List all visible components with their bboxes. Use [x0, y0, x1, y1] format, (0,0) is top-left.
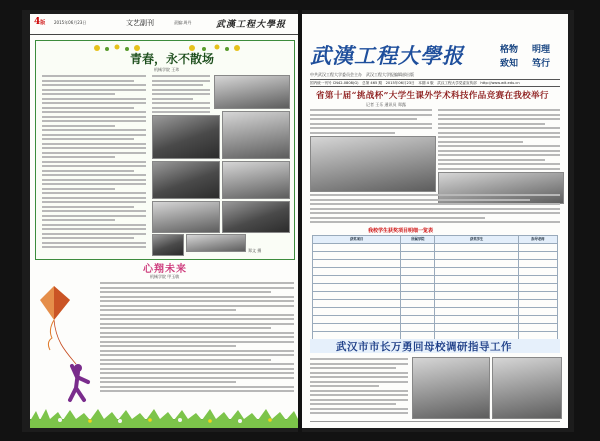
- photo-graduates-5: [222, 161, 290, 199]
- table-row: [313, 324, 558, 332]
- table-cell: [518, 300, 557, 308]
- awards-table-title: 我校学生获奖项目明细一览表: [368, 228, 434, 234]
- masthead: 武漢工程大學报: [310, 43, 464, 68]
- table-row: [313, 316, 558, 324]
- table-cell: [401, 244, 435, 252]
- photo-mayor-1: [412, 357, 490, 419]
- kite-child-illustration: [32, 282, 98, 410]
- table-row: [313, 260, 558, 268]
- table-row: [313, 252, 558, 260]
- headline-mayor-visit: 武汉市市长万勇回母校调研指导工作: [336, 341, 512, 353]
- table-cell: [313, 268, 401, 276]
- section-name: 文艺副刊: [126, 19, 154, 27]
- table-row: [313, 276, 558, 284]
- table-cell: [518, 276, 557, 284]
- editor-credit: 责编:周丹: [174, 20, 192, 25]
- table-cell: [401, 260, 435, 268]
- photo-graduates-4: [152, 161, 220, 199]
- table-cell: [313, 292, 401, 300]
- photo-graduates-1: [214, 75, 290, 109]
- motto-word-3: 致知: [500, 59, 519, 69]
- motto-word-1: 格物: [500, 45, 519, 55]
- table-cell: [313, 260, 401, 268]
- headline-challenge-cup: 省第十届“挑战杯”大学生课外学术科技作品竞赛在我校举行: [316, 91, 549, 101]
- table-cell: [313, 284, 401, 292]
- page-number: 4版: [34, 17, 46, 27]
- feature-box: [35, 40, 295, 260]
- table-cell: [518, 292, 557, 300]
- table-cell: [435, 268, 518, 276]
- table-cell: [518, 268, 557, 276]
- table-row: [313, 292, 558, 300]
- motto-word-2: 明理: [532, 45, 551, 55]
- column-header: 获奖学生: [435, 236, 518, 244]
- photo-graduates-3: [222, 111, 290, 159]
- table-cell: [401, 308, 435, 316]
- feature-title: 青春，永不散场: [130, 52, 215, 66]
- table-cell: [401, 300, 435, 308]
- table-cell: [435, 308, 518, 316]
- table-cell: [518, 260, 557, 268]
- motto-word-4: 笃行: [532, 59, 551, 69]
- table-cell: [401, 324, 435, 332]
- table-cell: [313, 308, 401, 316]
- essay-title: 心翔未来: [143, 264, 187, 275]
- table-cell: [401, 268, 435, 276]
- photo-graduates-2: [152, 115, 220, 159]
- story-text-bottom: [310, 194, 560, 226]
- table-cell: [435, 324, 518, 332]
- mayor-story-text: [310, 358, 408, 417]
- headline-byline: 记者 王乐 通讯员 郑露: [366, 102, 406, 107]
- table-cell: [401, 284, 435, 292]
- table-cell: [435, 284, 518, 292]
- publisher-line: 中共武汉工程大学委员会主办 武汉工程大学报编辑部出版: [310, 72, 414, 77]
- table-cell: [518, 324, 557, 332]
- feature-text-left: [42, 75, 146, 251]
- table-cell: [518, 316, 557, 324]
- photo-graduates-7: [222, 201, 290, 233]
- photo-credit: 郑文 摄: [248, 248, 262, 253]
- table-row: [313, 308, 558, 316]
- table-cell: [518, 244, 557, 252]
- table-cell: [313, 316, 401, 324]
- photo-graduates-6: [152, 201, 220, 233]
- column-header: 获奖项目: [313, 236, 401, 244]
- right-page: [302, 14, 568, 428]
- table-cell: [435, 260, 518, 268]
- table-cell: [518, 284, 557, 292]
- feature-byline: 机械学院 王玮: [154, 67, 180, 72]
- essay-byline: 机械学院 甲玉敏: [150, 274, 180, 279]
- essay-text: [100, 282, 294, 395]
- paper-name: 武漢工程大學报: [216, 20, 287, 30]
- photo-competition-1: [310, 136, 436, 192]
- table-header-row: [313, 236, 558, 244]
- table-cell: [401, 316, 435, 324]
- issue-date: 2015年06月23日: [54, 20, 87, 25]
- table-cell: [435, 276, 518, 284]
- table-cell: [435, 244, 518, 252]
- table-row: [313, 284, 558, 292]
- issue-info-strip: 国内统一刊号 CN42-0808(G) 总第 465 期 2015年06月23日 本期 4 版 武汉工程大学党委宣传部 http://www.wit.edu.cn: [310, 79, 560, 87]
- column-header: 指导老师: [518, 236, 557, 244]
- table-cell: [518, 252, 557, 260]
- table-cell: [313, 324, 401, 332]
- table-cell: [435, 292, 518, 300]
- photo-mayor-2: [492, 357, 562, 419]
- table-row: [313, 244, 558, 252]
- story-text-right: [438, 109, 560, 177]
- table-cell: [313, 244, 401, 252]
- table-cell: [401, 292, 435, 300]
- table-cell: [435, 316, 518, 324]
- table-row: [313, 268, 558, 276]
- column-header: 所属学院: [401, 236, 435, 244]
- page-header: [30, 14, 298, 35]
- table-cell: [518, 308, 557, 316]
- awards-table: [312, 235, 558, 340]
- table-cell: [313, 276, 401, 284]
- grass-decoration: [30, 407, 298, 428]
- table-cell: [435, 252, 518, 260]
- table-cell: [313, 252, 401, 260]
- photo-graduates-8: [152, 234, 184, 256]
- left-page: [30, 14, 298, 428]
- table-cell: [313, 300, 401, 308]
- table-cell: [401, 252, 435, 260]
- school-motto: [500, 40, 562, 78]
- page-footer-rule: [310, 421, 560, 428]
- photo-graduates-9: [186, 234, 246, 252]
- table-cell: [401, 276, 435, 284]
- table-row: [313, 300, 558, 308]
- table-cell: [435, 300, 518, 308]
